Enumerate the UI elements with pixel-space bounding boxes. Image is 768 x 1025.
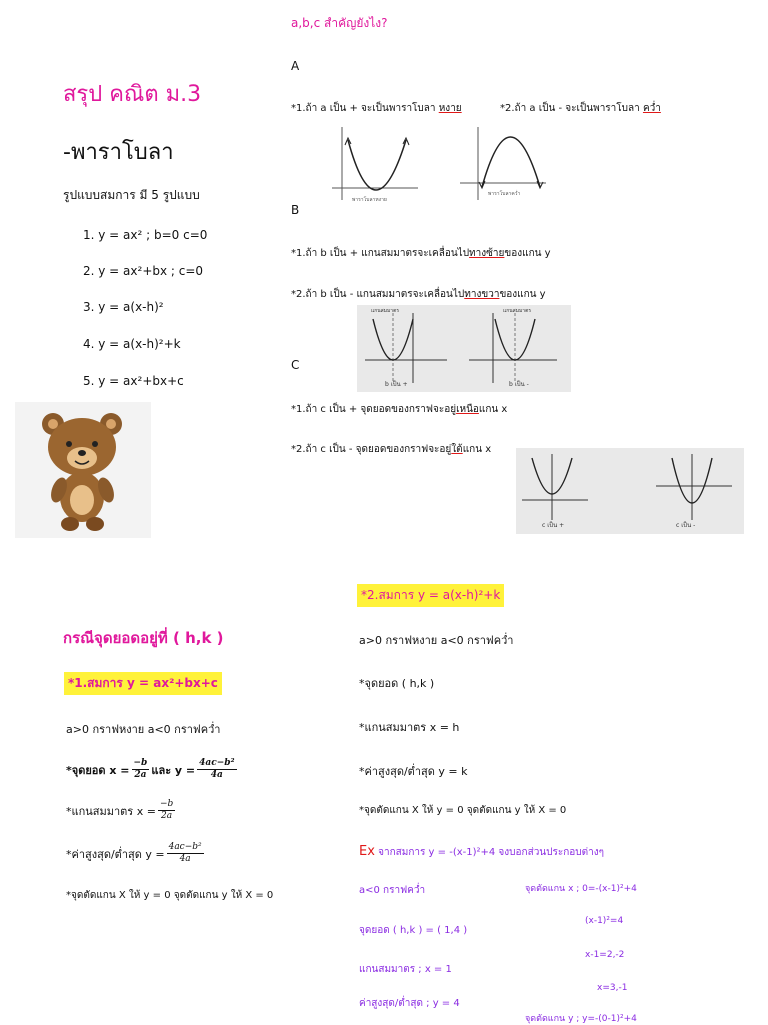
bear-sticker (15, 402, 151, 538)
example-right-4: x=3,-1 (597, 983, 628, 993)
section-b-line1-key: ทางซ้าย (469, 248, 505, 259)
form-2: 2. y = ax²+bx ; c=0 (83, 264, 204, 278)
section-a-line1 (291, 101, 462, 116)
parabola-up-graph (330, 125, 422, 205)
frac-y-numerator: 4ac−b² (199, 758, 235, 768)
eq2-open: a>0 กราฟหงาย a<0 กราฟคว่ำ (359, 634, 514, 647)
eq1-open: a>0 กราฟหงาย a<0 กราฟคว่ำ (66, 723, 221, 736)
form-4: 4. y = a(x-h)²+k (83, 337, 181, 351)
parabola-down-caption: พาราโบลาคว่ำ (488, 191, 521, 197)
section-a-line2-text: *2.ถ้า a เป็น - จะเป็นพาราโบลา (500, 103, 640, 114)
example-right-2: (x-1)²=4 (585, 916, 624, 926)
eq1-vertex (66, 758, 239, 781)
photo-b-axis-left: แกนสมมาตร (371, 308, 400, 314)
example-label: Ex (359, 844, 375, 859)
example-left-4: ค่าสูงสุด/ต่ำสุด ; y = 4 (359, 998, 460, 1009)
photo-c-caption-right: c เป็น - (676, 522, 696, 529)
section-b-line1-post: ของแกน y (504, 248, 551, 259)
frac-neg-b-2a (132, 758, 150, 781)
frac-b-denominator: 2a (134, 770, 147, 780)
example-left-2: จุดยอด ( h,k ) = ( 1,4 ) (359, 925, 468, 936)
section-c-photo (516, 448, 744, 534)
form-1: 1. y = ax² ; b=0 c=0 (83, 228, 208, 242)
eq1-axis (66, 799, 177, 822)
section-c-line2 (291, 442, 491, 457)
section-a-line1-text: *1.ถ้า a เป็น + จะเป็นพาราโบลา (291, 103, 436, 114)
photo-b-caption-left: b เป็น + (385, 381, 408, 388)
example-text: จากสมการ y = -(x-1)²+4 จงบอกส่วนประกอบต่างๆ (378, 847, 605, 858)
section-a-line1-key: หงาย (438, 103, 462, 114)
example-heading (359, 844, 604, 860)
eq2-intercepts: *จุดตัดแกน X ให้ y = 0 จุดตัดแกน y ให้ X = 0 (359, 805, 567, 816)
section-a-label: A (291, 59, 300, 73)
frac-b-numerator: −b (133, 758, 148, 768)
example-left-1: a<0 กราฟคว่ำ (359, 885, 426, 896)
eq1-ext (66, 842, 206, 865)
eq1-vertex-label: *จุดยอด x = (66, 763, 130, 777)
frac-axis-denominator: 2a (161, 811, 173, 821)
section-c-label: C (291, 358, 300, 372)
frac-vertex-y (197, 758, 236, 781)
parabola-up-caption: พาราโบลาหงาย (352, 197, 387, 203)
section-c-line2-post: แกน x (462, 444, 492, 455)
section-c-line1-key: เหนือ (456, 404, 479, 415)
eq1-axis-label: *แกนสมมาตร x = (66, 804, 156, 818)
section-c-line2-text: *2.ถ้า c เป็น - จุดยอดของกราฟจะอยู่ (291, 444, 452, 455)
section-b-line2-key: ทางขวา (464, 289, 500, 300)
section-a-line2-key: คว่ำ (642, 103, 661, 114)
eq1-intercepts: *จุดตัดแกน X ให้ y = 0 จุดตัดแกน y ให้ X = 0 (66, 890, 274, 901)
page-title: สรุป คณิต ม.3 (63, 82, 202, 107)
eq2-vertex: *จุดยอด ( h,k ) (359, 677, 435, 690)
photo-b-caption-right: b เป็น - (509, 381, 529, 388)
frac-axis-numerator: −b (159, 799, 174, 809)
eq2-title: *2.สมการ y = a(x-h)²+k (357, 584, 504, 607)
section-c-line1-post: แกน x (478, 404, 508, 415)
subtitle: -พาราโบลา (63, 140, 174, 165)
frac-y-denominator: 4a (210, 770, 223, 780)
top-question: a,b,c สำคัญยังไง? (291, 16, 388, 30)
section-c-line1 (291, 402, 507, 417)
section-a-line2 (500, 101, 661, 116)
form-3: 3. y = a(x-h)² (83, 300, 164, 314)
section-b-line1-text: *1.ถ้า b เป็น + แกนสมมาตรจะเคลื่อนไป (291, 248, 470, 259)
eq1-title: *1.สมการ y = ax²+bx+c (64, 672, 222, 695)
forms-intro: รูปแบบสมการ มี 5 รูปแบบ (63, 188, 200, 202)
eq1-ext-label: *ค่าสูงสุด/ต่ำสุด y = (66, 847, 165, 861)
frac-ext (167, 842, 204, 865)
form-5: 5. y = ax²+bx+c (83, 374, 184, 388)
photo-b-axis-right: แกนสมมาตร (503, 308, 532, 314)
section-b-line2-post: ของแกน y (499, 289, 546, 300)
example-right-1: จุดตัดแกน x ; 0=-(x-1)²+4 (525, 884, 637, 894)
parabola-up-icon (330, 125, 422, 205)
frac-ext-numerator: 4ac−b² (168, 842, 202, 852)
frac-ext-denominator: 4a (179, 854, 191, 864)
section-b-photo (357, 305, 571, 392)
example-right-3: x-1=2,-2 (585, 950, 625, 960)
example-left-3: แกนสมมาตร ; x = 1 (359, 964, 452, 975)
section-c-line2-key: ใต้ (451, 444, 463, 455)
section-b-line2-text: *2.ถ้า b เป็น - แกนสมมาตรจะเคลื่อนไป (291, 289, 465, 300)
bear-icon (15, 402, 151, 538)
photo-c-caption-left: c เป็น + (542, 522, 565, 529)
eq2-axis: *แกนสมมาตร x = h (359, 721, 460, 734)
eq1-vertex-and: และ y = (151, 763, 196, 777)
section-b-label: B (291, 203, 300, 217)
example-right-5: จุดตัดแกน y ; y=-(0-1)²+4 (525, 1014, 637, 1024)
eq2-ext: *ค่าสูงสุด/ต่ำสุด y = k (359, 765, 468, 778)
frac-axis (158, 799, 175, 822)
section-b-line2 (291, 287, 546, 302)
section-c-line1-text: *1.ถ้า c เป็น + จุดยอดของกราฟจะอยู่ (291, 404, 457, 415)
vertex-case-heading: กรณีจุดยอดอยู่ที่ ( h,k ) (63, 629, 224, 647)
section-b-line1 (291, 246, 551, 261)
